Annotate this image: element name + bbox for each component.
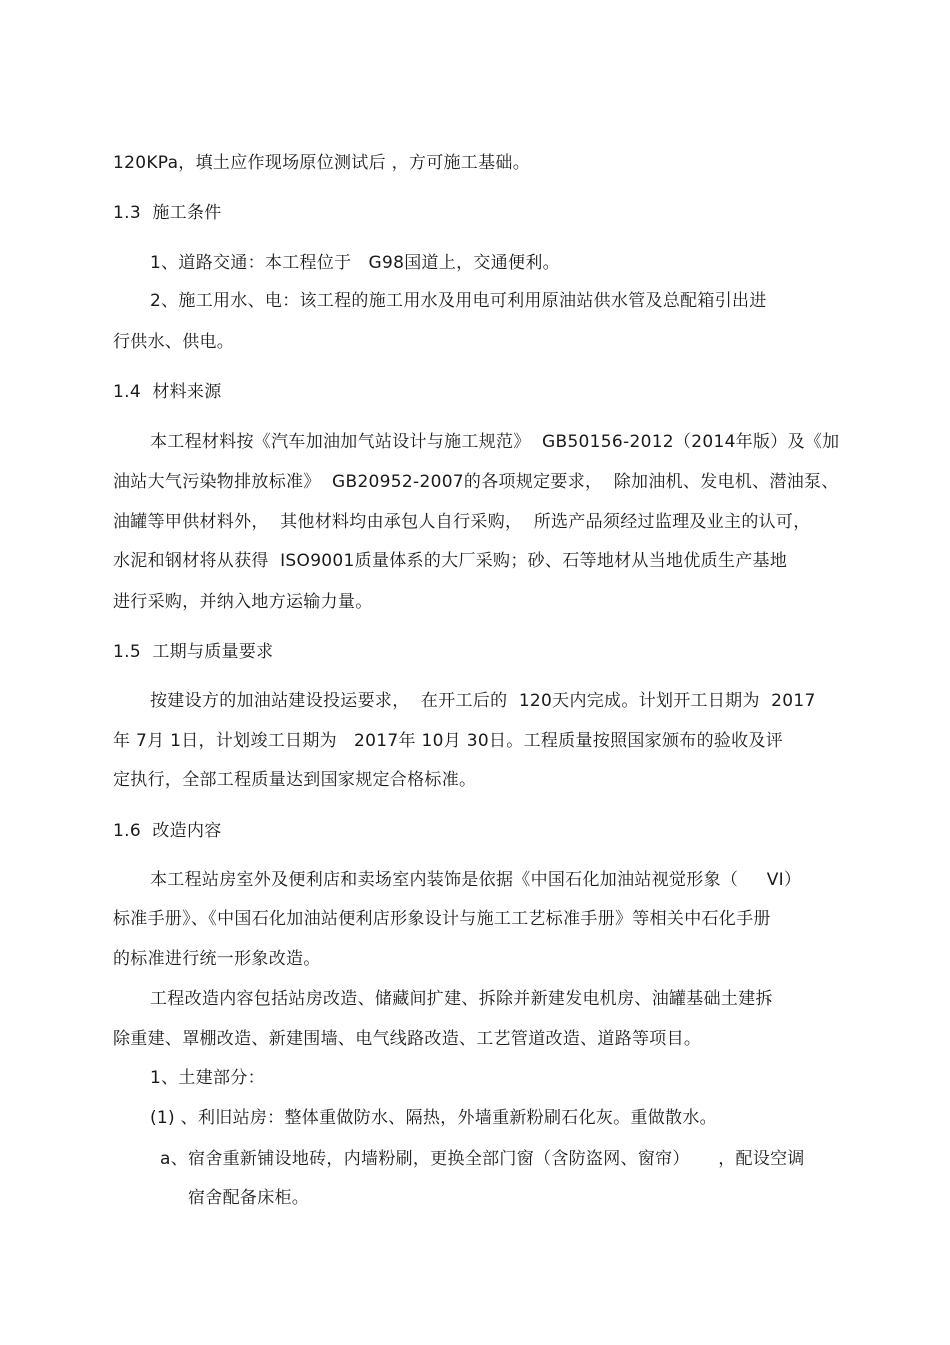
text-line-1: 120KPa，填土应作现场原位测试后 ，方可施工基础。	[113, 153, 531, 173]
text-line-25: 宿舍配备床柜。	[188, 1188, 310, 1208]
text-line-11: 进行采购，并纳入地方运输力量。	[113, 592, 373, 612]
section-heading-1-4: 1.4 材料来源	[113, 382, 222, 402]
text-line-20: 工程改造内容包括站房改造、储藏间扩建、拆除并新建发电机房、油罐基础土建拆	[150, 989, 773, 1009]
section-heading-1-5: 1.5 工期与质量要求	[113, 642, 274, 662]
text-line-5: 行供水、供电。	[113, 332, 235, 352]
text-line-4: 2、施工用水、电：该工程的施工用水及用电可利用原油站供水管及总配箱引出进	[150, 291, 767, 311]
text-line-13: 按建设方的加油站建设投运要求， 在开工后的 120天内完成。计划开工日期为 2017	[150, 691, 816, 711]
text-line-9: 油罐等甲供材料外， 其他材料均由承包人自行采购， 所选产品须经过监理及业主的认可，	[113, 512, 811, 532]
text-line-17: 本工程站房室外及便利店和卖场室内装饰是依据《中国石化加油站视觉形象（ VI）	[150, 870, 802, 890]
text-line-19: 的标准进行统一形象改造。	[113, 949, 321, 969]
text-line-22: 1、土建部分：	[150, 1068, 265, 1088]
text-line-8: 油站大气污染物排放标准》 GB20952-2007的各项规定要求， 除加油机、发电机、潜油泵、	[113, 472, 839, 492]
text-line-7: 本工程材料按《汽车加油加气站设计与施工规范》 GB50156-2012（2014年版）及《加	[150, 432, 840, 452]
section-heading-1-6: 1.6 改造内容	[113, 821, 222, 841]
text-line-18: 标准手册》、《中国石化加油站便利店形象设计与施工工艺标准手册》等相关中石化手册	[113, 909, 771, 929]
text-line-21: 除重建、罩棚改造、新建围墙、电气线路改造、工艺管道改造、道路等项目。	[113, 1029, 702, 1049]
section-heading-1-3: 1.3 施工条件	[113, 203, 222, 223]
text-line-24: a、宿舍重新铺设地砖，内墙粉刷，更换全部门窗（含防盗网、窗帘） ，配设空调	[160, 1149, 805, 1169]
text-line-23: (1) 、利旧站房：整体重做防水、隔热，外墙重新粉刷石化灰。重做散水。	[150, 1108, 717, 1128]
text-line-15: 定执行，全部工程质量达到国家规定合格标准。	[113, 770, 477, 790]
text-line-10: 水泥和钢材将从获得 ISO9001质量体系的大厂采购；砂、石等地材从当地优质生产基地	[113, 551, 788, 571]
text-line-14: 年 7月 1日，计划竣工日期为 2017年 10月 30日。工程质量按照国家颁布的验收及评	[113, 731, 784, 751]
text-line-3: 1、道路交通：本工程位于 G98国道上，交通便利。	[150, 253, 560, 273]
